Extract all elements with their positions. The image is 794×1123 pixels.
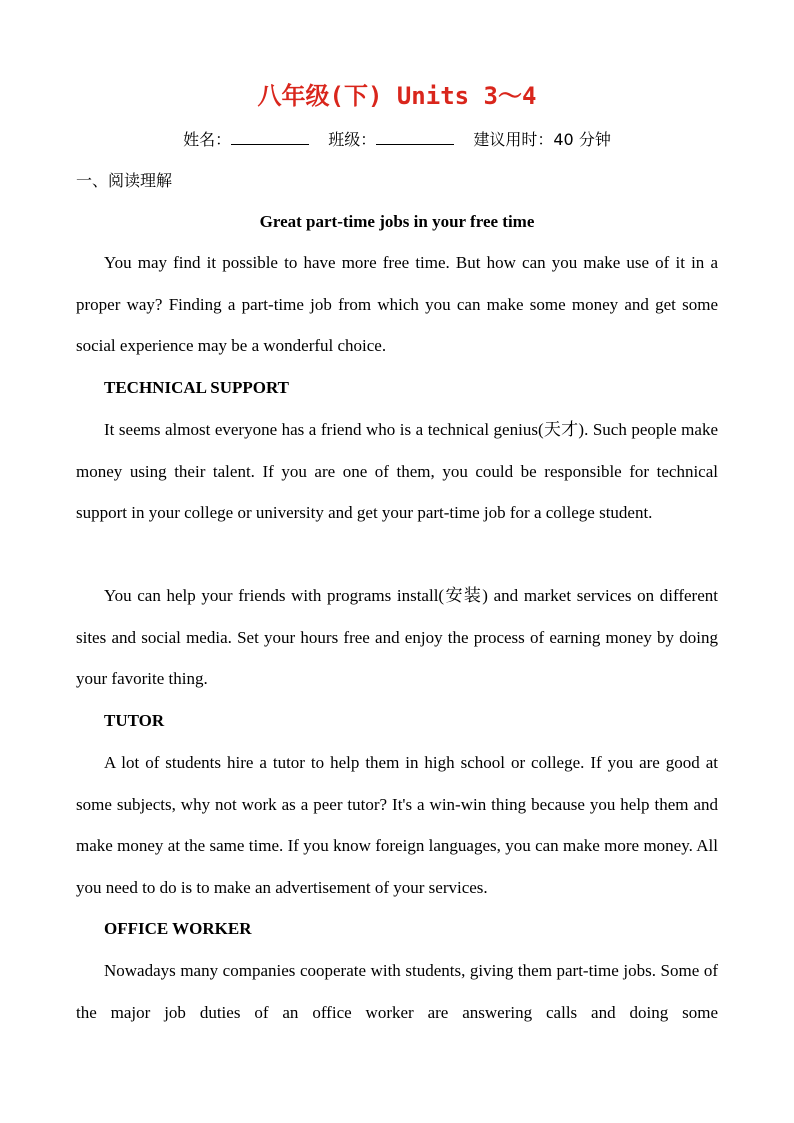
article-title: Great part-time jobs in your free time <box>259 212 535 231</box>
section-title: 一、阅读理解 <box>76 171 173 190</box>
technical-paragraph-1: It seems almost everyone has a friend who is a technical genius(天才). Such people make money using their talent. If you are one of them, you could be responsible for technical support in your college or university and get your part-time job for a college student. <box>76 420 718 523</box>
heading-technical-support: TECHNICAL SUPPORT <box>104 378 290 397</box>
name-blank[interactable] <box>231 126 309 145</box>
tutor-paragraph: A lot of students hire a tutor to help them in high school or college. If you are good at some subjects, why not work as a peer tutor? It's a win-win thing because you help them and make money at the same time. If you know foreign languages, you can make more money. All you need to do is to make an advertisement of your services. <box>76 753 718 897</box>
student-info-line <box>0 126 794 153</box>
intro-paragraph: You may find it possible to have more free time. But how can you make use of it in a proper way? Finding a part-time job from which you can make some money and get some social experience may be a wonderful choice. <box>76 253 718 356</box>
heading-tutor: TUTOR <box>104 711 165 730</box>
technical-paragraph-2: You can help your friends with programs install(安装) and market services on different sites and social media. Set your hours free and enjoy the process of earning money by doing your favorite thing. <box>76 586 718 689</box>
heading-office-worker: OFFICE WORKER <box>104 919 252 938</box>
class-label: 班级： <box>328 130 377 149</box>
suggested-time-label: 建议用时：40 分钟 <box>473 130 611 149</box>
office-paragraph: Nowadays many companies cooperate with students, giving them part-time jobs. Some of the major job duties of an office worker are answering calls and doing some <box>76 961 718 1022</box>
page-title: 八年级(下) Units 3～4 <box>257 82 537 110</box>
name-label: 姓名： <box>183 130 232 149</box>
class-blank[interactable] <box>376 126 454 145</box>
